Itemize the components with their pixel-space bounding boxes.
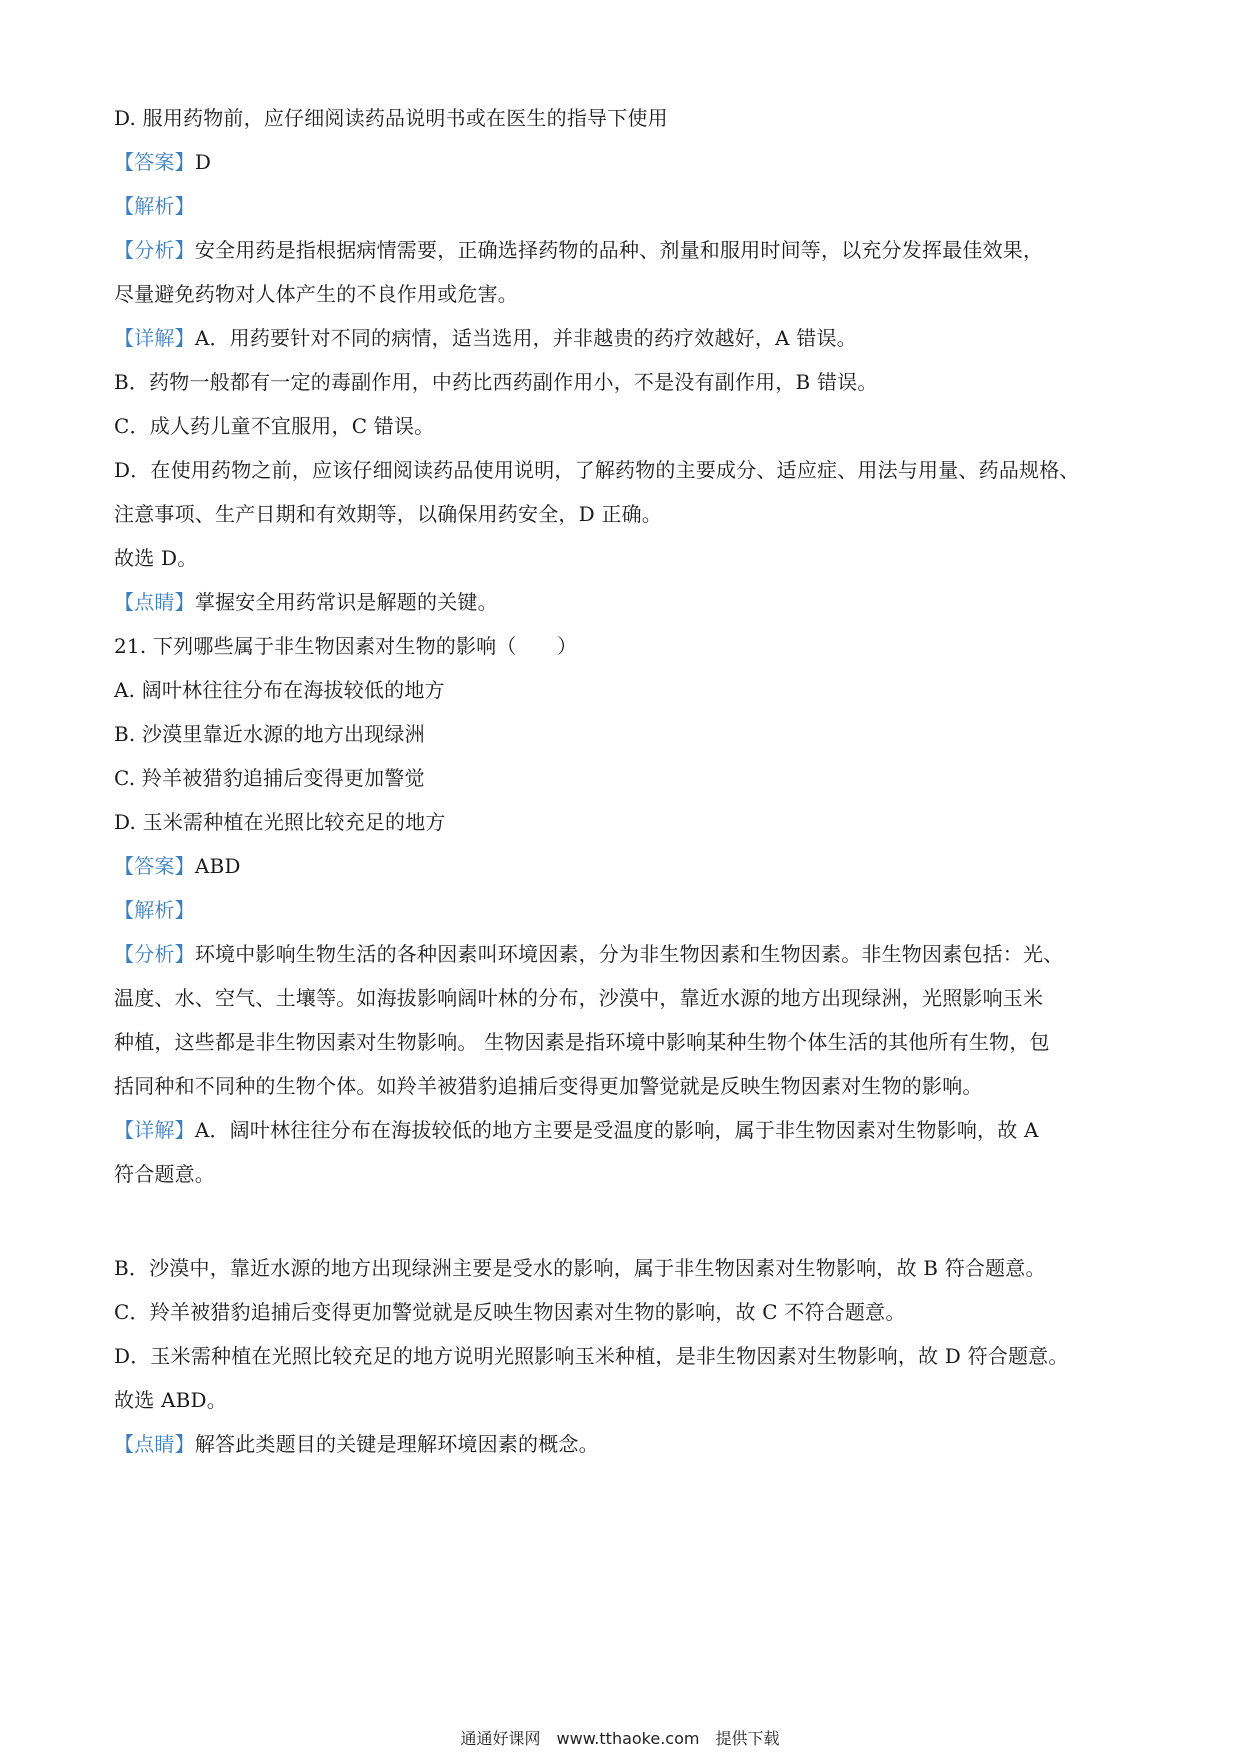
section-tag: 【点睛】 [114, 1432, 195, 1456]
section-tag: 【答案】 [114, 150, 195, 174]
section-tag: 【答案】 [114, 854, 195, 878]
detail-d-1: D．在使用药物之前，应该仔细阅读药品使用说明，了解药物的主要成分、适应症、用法与用量、药品规格、 [114, 458, 1080, 482]
key-point: 【点睛】掌握安全用药常识是解题的关键。 [114, 590, 498, 614]
detail-b: B．药物一般都有一定的毒副作用，中药比西药副作用小，不是没有副作用，B 错误。 [114, 370, 878, 394]
section-tag: 【分析】 [114, 942, 195, 966]
analysis-21-3: 种植，这些都是非生物因素对生物影响。 生物因素是指环境中影响某种生物个体生活的其他所有生物，包 [114, 1030, 1050, 1054]
option-d-prev: D. 服用药物前，应仔细阅读药品说明书或在医生的指导下使用 [114, 106, 668, 130]
option-b: B. 沙漠里靠近水源的地方出现绿洲 [114, 722, 425, 746]
section-tag: 【详解】 [114, 326, 195, 350]
detail-21-b: B．沙漠中，靠近水源的地方出现绿洲主要是受水的影响，属于非生物因素对生物影响，故 B 符合题意。 [114, 1256, 1046, 1280]
question-21: 21. 下列哪些属于非生物因素对生物的影响（ ） [114, 634, 578, 658]
analysis-21-4: 括同种和不同种的生物个体。如羚羊被猎豹追捕后变得更加警觉就是反映生物因素对生物的影响。 [114, 1074, 983, 1098]
section-tag: 【分析】 [114, 238, 195, 262]
section-tag: 【点睛】 [114, 590, 195, 614]
analysis-text-1: 【分析】安全用药是指根据病情需要，正确选择药物的品种、剂量和服用时间等，以充分发挥最佳效果， [114, 238, 1044, 262]
detail-c: C．成人药儿童不宜服用，C 错误。 [114, 414, 435, 438]
analysis-21-1: 【分析】环境中影响生物生活的各种因素叫环境因素，分为非生物因素和生物因素。非生物因素包括：光、 [114, 942, 1064, 966]
section-tag: 【解析】 [114, 194, 195, 218]
detail-a: 【详解】A．用药要针对不同的病情，适当选用，并非越贵的药疗效越好，A 错误。 [114, 326, 857, 350]
key-point-21: 【点睛】解答此类题目的关键是理解环境因素的概念。 [114, 1432, 599, 1456]
analysis-label-21 [114, 896, 1134, 924]
page-footer: 通通好课网 www.tthaoke.com 提供下载 [460, 1729, 780, 1748]
section-tag: 【详解】 [114, 1118, 195, 1142]
answer-label-21: 【答案】ABD [114, 854, 241, 878]
choose-abd: 故选 ABD。 [114, 1388, 227, 1412]
analysis-text-2: 尽量避免药物对人体产生的不良作用或危害。 [114, 282, 518, 306]
detail-21-d: D．玉米需种植在光照比较充足的地方说明光照影响玉米种植，是非生物因素对生物影响，故 D 符合题意。 [114, 1344, 1069, 1368]
choose-d: 故选 D。 [114, 546, 198, 570]
analysis-label [114, 192, 1134, 220]
detail-d-2: 注意事项、生产日期和有效期等，以确保用药安全，D 正确。 [114, 502, 662, 526]
detail-21-a-1: 【详解】A．阔叶林往往分布在海拔较低的地方主要是受温度的影响，属于非生物因素对生物影响，故 A [114, 1118, 1039, 1142]
option-a: A. 阔叶林往往分布在海拔较低的地方 [114, 678, 445, 702]
detail-21-c: C．羚羊被猎豹追捕后变得更加警觉就是反映生物因素对生物的影响，故 C 不符合题意。 [114, 1300, 906, 1324]
option-c: C. 羚羊被猎豹追捕后变得更加警觉 [114, 766, 425, 790]
answer-label: 【答案】D [114, 150, 212, 174]
section-tag: 【解析】 [114, 898, 195, 922]
option-d: D. 玉米需种植在光照比较充足的地方 [114, 810, 446, 834]
analysis-21-2: 温度、水、空气、土壤等。如海拔影响阔叶林的分布，沙漠中，靠近水源的地方出现绿洲，光照影响玉米 [114, 986, 1044, 1010]
detail-21-a-2: 符合题意。 [114, 1162, 215, 1186]
